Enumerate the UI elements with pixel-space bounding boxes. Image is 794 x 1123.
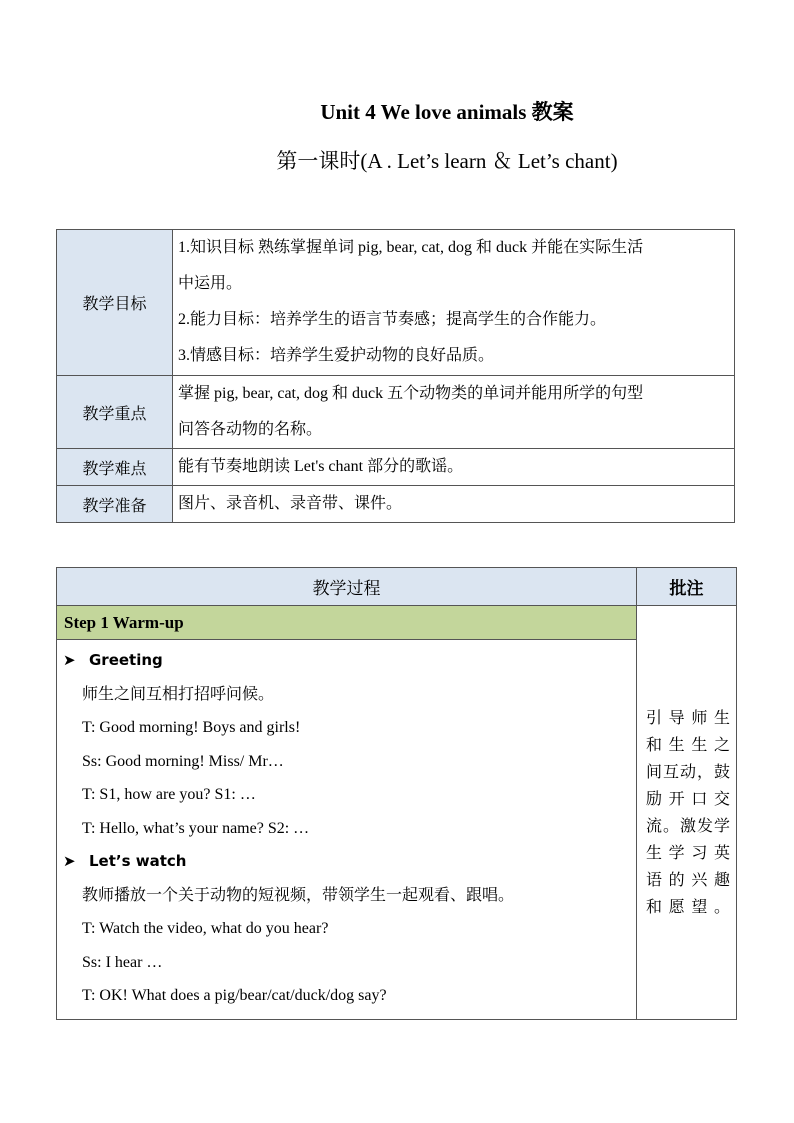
note-line: 语的兴趣 [646,870,730,890]
step-title: Step 1 Warm-up [57,606,637,640]
table-row [57,606,737,640]
greeting-line: T: Good morning! Boys and girls! [82,719,301,736]
watch-line: T: OK! What does a pig/bear/cat/duck/dog say? [82,987,387,1004]
watch-line: T: Watch the video, what do you hear? [82,920,329,937]
greeting-line: 师生之间互相打招呼问候。 [82,685,275,703]
arrow-bullet-icon: ➤ [63,852,76,870]
objective-line: 2.能力目标：培养学生的语言节奏感；提高学生的合作能力。 [178,311,607,328]
greeting-line: T: Hello, what’s your name? S2: … [82,819,310,837]
greeting-heading: Greeting [89,651,163,669]
greeting-line: Ss: Good morning! Miss/ Mr… [82,752,284,770]
watch-heading: Let’s watch [89,852,187,870]
note-line: 引导师生 [646,708,730,728]
note-cell [637,606,737,1020]
note-line: 间互动，鼓 [646,762,730,782]
document-subtitle: 第一课时(A . Let’s learn ＆ Let’s chant) [276,149,618,173]
table-row [57,486,735,523]
document-title: Unit 4 We love animals 教案 [320,100,574,124]
row-label-difficulties: 教学难点 [57,449,173,486]
step-content [57,640,637,1020]
watch-line: Ss: I hear … [82,953,163,971]
note-line: 和生生之 [646,735,730,755]
note-line: 流。激发学 [646,816,730,836]
objective-line: 1.知识目标 熟练掌握单词 pig, bear, cat, dog 和 duck 并能在实际生活 [178,239,644,256]
note-line: 励开口交 [646,789,730,809]
greeting-line: T: S1, how are you? S1: … [82,786,256,803]
difficulty-line: 能有节奏地朗读 Let's chant 部分的歌谣。 [178,458,464,475]
preparation-line: 图片、录音机、录音带、课件。 [178,495,403,512]
note-line: 生学习英 [646,843,730,863]
table-row [57,230,735,376]
watch-bullet [63,845,630,879]
table-header-row [57,568,737,606]
key-point-line: 问答各动物的名称。 [178,421,323,438]
greeting-bullet [63,644,630,678]
process-header: 教学过程 [57,568,637,606]
row-label-key-points: 教学重点 [57,376,173,449]
watch-line: 教师播放一个关于动物的短视频，带领学生一起观看、跟唱。 [82,886,515,904]
row-value-key-points [173,376,735,449]
table-row [57,376,735,449]
row-label-preparation: 教学准备 [57,486,173,523]
table-row [57,640,737,1020]
note-header: 批注 [637,568,737,606]
overview-table [56,229,735,523]
key-point-line: 掌握 pig, bear, cat, dog 和 duck 五个动物类的单词并能用所学的句型 [178,385,644,402]
row-value-difficulties [173,449,735,486]
objective-line: 中运用。 [178,275,243,292]
objective-line: 3.情感目标：培养学生爱护动物的良好品质。 [178,347,495,364]
note-line: 和愿望。 [646,897,730,917]
row-label-objectives: 教学目标 [57,230,173,376]
table-row [57,449,735,486]
row-value-preparation [173,486,735,523]
arrow-bullet-icon: ➤ [63,651,76,669]
row-value-objectives [173,230,735,376]
process-table [56,567,737,1020]
